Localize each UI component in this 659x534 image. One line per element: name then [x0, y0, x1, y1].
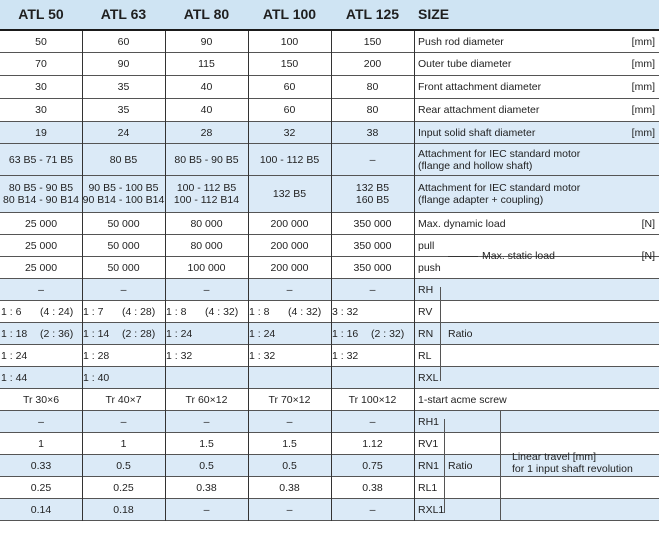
value-cell: 25 000: [24, 240, 58, 252]
value-cell: 200: [363, 58, 382, 70]
value-cell: 350 000: [353, 240, 392, 252]
value-cell: –: [369, 504, 376, 516]
header-atl-50: ATL 50: [18, 6, 64, 22]
value-cell: 100 - 112 B5: [259, 154, 320, 166]
value-cell: 0.25: [30, 482, 52, 494]
ratio-value: 1 : 8: [166, 306, 187, 318]
travel-code: RL1: [418, 482, 438, 494]
ratio-value: 1 : 40: [83, 372, 110, 384]
motor-adapter-sublabel: (flange adapter + coupling): [418, 194, 544, 206]
value-cell: 90 B5 - 100 B5: [88, 182, 159, 194]
ratio-value: 3 : 32: [332, 306, 359, 318]
value-cell: Tr 70×12: [268, 394, 311, 406]
linear-travel-label: Linear travel [mm]: [512, 451, 597, 463]
ratio-alt-value: (4 : 32): [288, 306, 322, 318]
ratio-value: 1 : 18: [1, 328, 28, 340]
row-label: 1-start acme screw: [418, 394, 507, 406]
value-cell: 0.38: [196, 482, 217, 494]
value-cell: 30: [35, 81, 47, 93]
value-cell: 150: [280, 58, 299, 70]
value-cell: 80 000: [190, 240, 223, 252]
value-cell: 80 B5 - 90 B5: [174, 154, 239, 166]
value-cell: –: [286, 504, 293, 516]
value-cell: –: [369, 154, 376, 166]
row-label: Input solid shaft diameter: [418, 127, 536, 139]
ratio-alt-value: (2 : 36): [40, 328, 74, 340]
ratio-value: 1 : 16: [332, 328, 359, 340]
unit-label: [mm]: [631, 36, 655, 48]
value-cell: 60: [283, 104, 296, 116]
header-atl-100: ATL 100: [262, 6, 317, 22]
value-cell: 115: [198, 58, 215, 70]
ratio-value: 1 : 32: [166, 350, 193, 362]
value-cell: –: [203, 284, 210, 296]
ratio-code: RL: [418, 350, 432, 362]
ratio-value: 1 : 24: [1, 350, 28, 362]
value-cell: 350 000: [353, 218, 392, 230]
ratio-bracket-line: [440, 287, 441, 381]
value-cell: –: [369, 284, 376, 296]
value-cell: 200 000: [270, 218, 309, 230]
header-size: SIZE: [418, 6, 450, 22]
value-cell: Tr 100×12: [348, 394, 397, 406]
value-cell: 50: [35, 36, 47, 48]
value-cell: 0.25: [113, 482, 134, 494]
value-cell: 32: [283, 127, 296, 139]
value-cell: 0.33: [30, 460, 52, 472]
unit-label: [mm]: [631, 81, 655, 93]
value-cell: 150: [363, 36, 382, 48]
value-cell: 40: [200, 104, 213, 116]
value-cell: 0.18: [113, 504, 134, 516]
value-cell: 24: [117, 127, 130, 139]
value-cell: 25 000: [24, 262, 58, 274]
value-cell: –: [120, 284, 127, 296]
value-cell: 60: [117, 36, 130, 48]
value-cell: –: [38, 284, 44, 296]
value-cell: 40: [200, 81, 213, 93]
row-label: Front attachment diameter: [418, 81, 542, 93]
value-cell: Tr 60×12: [185, 394, 228, 406]
value-cell: –: [286, 284, 293, 296]
ratio-value: 1 : 28: [83, 350, 110, 362]
header-atl-63: ATL 63: [100, 6, 147, 22]
value-cell: 1.5: [282, 438, 297, 450]
travel-code: RH1: [418, 416, 440, 428]
value-cell: 28: [200, 127, 213, 139]
value-cell: –: [369, 416, 376, 428]
ratio-value: 1 : 6: [1, 306, 22, 318]
header-atl-125: ATL 125: [345, 6, 400, 22]
ratio-code: RH: [418, 284, 434, 296]
value-cell: 1: [120, 438, 127, 450]
value-cell: –: [203, 504, 210, 516]
value-cell: –: [120, 416, 127, 428]
value-cell: 132 B5: [272, 188, 307, 200]
value-cell: 200 000: [270, 240, 309, 252]
value-cell: 0.75: [362, 460, 383, 472]
ratio-alt-value: (4 : 28): [122, 306, 156, 318]
value-cell: 1: [38, 438, 44, 450]
unit-label: [mm]: [631, 104, 655, 116]
value-cell: 1.12: [362, 438, 383, 450]
travel-code: RV1: [418, 438, 439, 450]
ratio-value: 1 : 7: [83, 306, 104, 318]
value-cell: Tr 40×7: [105, 394, 142, 406]
value-cell: 80: [366, 81, 379, 93]
value-cell: 0.5: [116, 460, 131, 472]
value-cell: 25 000: [24, 218, 58, 230]
value-cell: 19: [35, 127, 47, 139]
unit-label: [N]: [641, 218, 655, 230]
value-cell: 80: [366, 104, 379, 116]
value-cell: 160 B5: [355, 194, 390, 206]
value-cell: –: [203, 416, 210, 428]
row-label: pull: [418, 240, 435, 252]
ratio-value: 1 : 44: [1, 372, 28, 384]
ratio-alt-value: (2 : 32): [371, 328, 405, 340]
value-cell: 60: [283, 81, 296, 93]
value-cell: 70: [35, 58, 47, 70]
ratio-code: RV: [418, 306, 433, 318]
value-cell: 0.5: [199, 460, 214, 472]
value-cell: 90: [117, 58, 130, 70]
value-cell: 35: [117, 81, 130, 93]
value-cell: 80 B14 - 90 B14: [3, 194, 79, 206]
row-label: Max. dynamic load: [418, 218, 506, 230]
value-cell: 100 - 112 B5: [176, 182, 237, 194]
value-cell: 35: [117, 104, 130, 116]
ratio-value: 1 : 24: [166, 328, 193, 340]
row-label: Outer tube diameter: [418, 58, 512, 70]
value-cell: –: [286, 416, 293, 428]
ratio-alt-value: (2 : 28): [122, 328, 156, 340]
value-cell: 200 000: [270, 262, 309, 274]
value-cell: 90: [200, 36, 213, 48]
travel-code: RXL1: [418, 504, 445, 516]
ratio-value: 1 : 32: [332, 350, 359, 362]
row-label: push: [418, 262, 441, 274]
motor-adapter-label: Attachment for IEC standard motor: [418, 182, 581, 194]
value-cell: 30: [35, 104, 47, 116]
travel-code: RN1: [418, 460, 440, 472]
value-cell: –: [38, 416, 44, 428]
value-cell: 100: [280, 36, 299, 48]
value-cell: 63 B5 - 71 B5: [8, 154, 74, 166]
motor-attachment-sublabel: (flange and hollow shaft): [418, 160, 533, 172]
value-cell: 100 000: [187, 262, 226, 274]
value-cell: 100 - 112 B14: [173, 194, 240, 206]
row-label: Push rod diameter: [418, 36, 504, 48]
value-cell: Tr 30×6: [22, 394, 60, 406]
travel-ratio-label: Ratio: [448, 460, 473, 472]
ratio-alt-value: (4 : 32): [205, 306, 239, 318]
ratio-value: 1 : 24: [249, 328, 276, 340]
unit-label: [N]: [641, 250, 655, 262]
value-cell: 0.38: [362, 482, 383, 494]
motor-attachment-label: Attachment for IEC standard motor: [418, 148, 581, 160]
ratio-code: RXL: [418, 372, 439, 384]
unit-label: [mm]: [631, 58, 655, 70]
ratio-value: 1 : 14: [83, 328, 110, 340]
ratio-value: 1 : 8: [249, 306, 270, 318]
travel-divider: [500, 411, 501, 521]
linear-travel-sublabel: for 1 input shaft revolution: [512, 463, 633, 475]
value-cell: 50 000: [107, 240, 140, 252]
column-divider: [414, 31, 415, 521]
value-cell: 132 B5: [355, 182, 390, 194]
value-cell: 50 000: [107, 218, 140, 230]
ratio-code: RN: [418, 328, 434, 340]
value-cell: 80 000: [190, 218, 223, 230]
ratio-alt-value: (4 : 24): [40, 306, 74, 318]
value-cell: 0.5: [282, 460, 297, 472]
header-atl-80: ATL 80: [183, 6, 230, 22]
ratio-label: Ratio: [448, 328, 473, 340]
value-cell: 38: [366, 127, 379, 139]
travel-bracket-line: [444, 419, 445, 513]
value-cell: 90 B14 - 100 B14: [82, 194, 165, 206]
value-cell: 50 000: [107, 262, 140, 274]
static-load-label: Max. static load: [482, 250, 555, 262]
value-cell: 350 000: [353, 262, 392, 274]
value-cell: 1.5: [199, 438, 214, 450]
value-cell: 0.14: [30, 504, 52, 516]
value-cell: 80 B5: [109, 154, 138, 166]
unit-label: [mm]: [631, 127, 655, 139]
row-label: Rear attachment diameter: [418, 104, 540, 116]
value-cell: 0.38: [279, 482, 300, 494]
static-load-rule: [448, 256, 478, 257]
ratio-value: 1 : 32: [249, 350, 276, 362]
value-cell: 80 B5 - 90 B5: [8, 182, 74, 194]
